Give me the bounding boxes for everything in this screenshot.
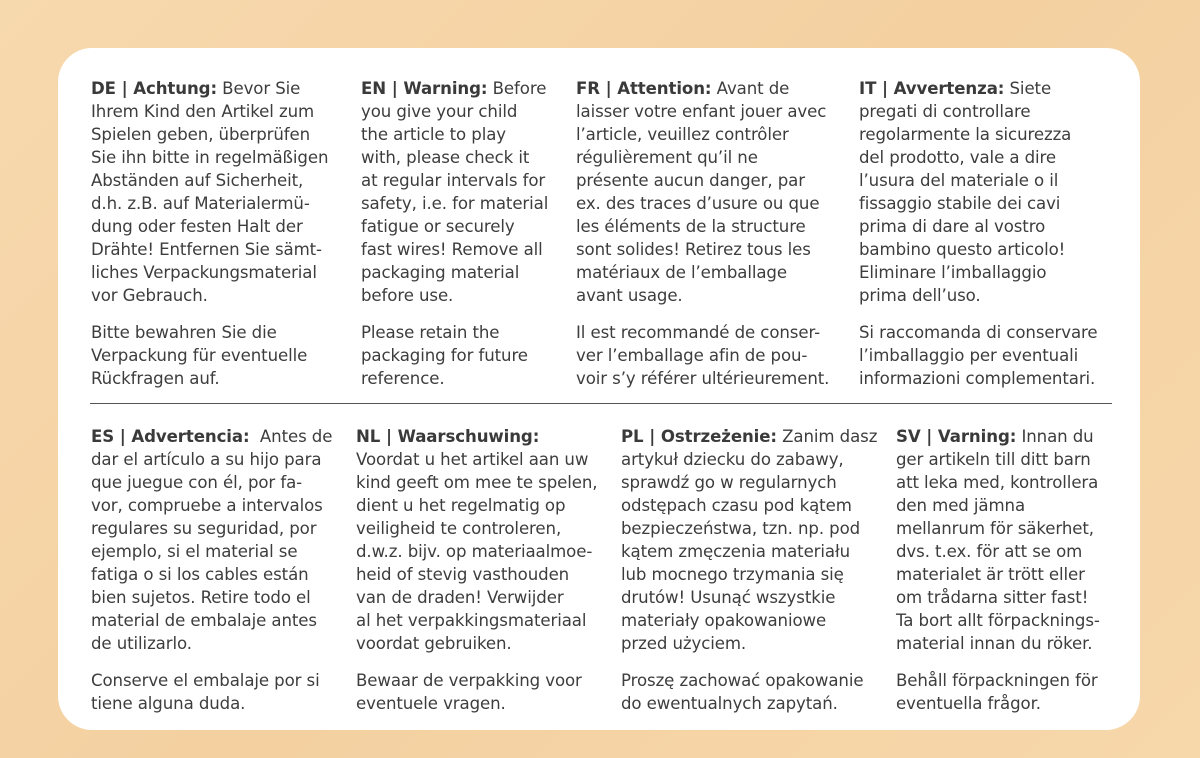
- section-en: [361, 77, 566, 390]
- retain-text: Bewaar de verpakking voor eventuele vragen.: [356, 671, 582, 713]
- section-fr: [576, 77, 846, 390]
- retain-text: Please retain the packaging for future reference.: [361, 323, 528, 388]
- warning-paragraph: [356, 425, 611, 655]
- language-label: ES | Advertencia:: [91, 427, 250, 446]
- language-label: NL | Waarschuwing:: [356, 427, 540, 446]
- warning-paragraph: [896, 425, 1121, 655]
- retain-text: Si raccomanda di conservare l’imballaggio per eventuali informazioni complementari.: [859, 323, 1098, 388]
- warning-paragraph: [91, 77, 351, 307]
- section-es: [91, 425, 346, 715]
- warning-text: Bevor Sie Ihrem Kind den Artikel zum Spielen geben, überprüfen Sie ihn bitte in regelmäßigen Abständen auf Sicherheit, d.h. z.B. auf Materialermü- dung oder festen Halt der Drähte! Entfernen Sie sämt- liches Verpackungsmaterial vor Gebrauch.: [91, 79, 329, 305]
- retain-text: Behåll förpackningen för eventuella frågor.: [896, 671, 1098, 713]
- warning-text: Avant de laisser votre enfant jouer avec l’article, veuillez contrôler régulièrement qu’il ne présente aucun danger, par ex. des traces d’usure ou que les éléments de la structure sont solides! Retirez tous les matériaux de l’emballage avant usage.: [576, 79, 827, 305]
- warning-paragraph: [361, 77, 566, 307]
- retain-text: Bitte bewahren Sie die Verpackung für eventuelle Rückfragen auf.: [91, 323, 308, 388]
- warning-text: Antes de dar el artículo a su hijo para que juegue con él, por fa- vor, compruebe a intervalos regulares su seguridad, por ejemplo, si el material se fatiga o si los cables están bien sujetos. Retire todo el material de embalaje antes de utilizarlo.: [91, 427, 333, 653]
- section-it: [859, 77, 1129, 390]
- warning-text: Siete pregati di controllare regolarmente la sicurezza del prodotto, vale a dire l’usura del materiale o il fissaggio stabile dei cavi prima di dare al vostro bambino questo articolo! Eliminare l’imballaggio prima dell’uso.: [859, 79, 1072, 305]
- warning-paragraph: [621, 425, 889, 655]
- retain-text: Conserve el embalaje por si tiene alguna duda.: [91, 671, 320, 713]
- language-label: IT | Avvertenza:: [859, 79, 1005, 98]
- warning-paragraph: [576, 77, 846, 307]
- section-de: [91, 77, 351, 390]
- warning-text: Voordat u het artikel aan uw kind geeft om mee te spelen, dient u het regelmatig op veiligheid te controleren, d.w.z. bijv. op materiaalmoe- heid of stevig vasthouden van de draden! Verwijder al het verpakkingsmateriaal voordat gebruiken.: [356, 450, 598, 653]
- language-label: DE | Achtung:: [91, 79, 217, 98]
- language-label: FR | Attention:: [576, 79, 712, 98]
- section-sv: [896, 425, 1121, 715]
- warning-text: Zanim dasz artykuł dziecku do zabawy, sprawdź go w regularnych odstępach czasu pod kątem bezpieczeństwa, tzn. np. pod kątem zmęczenia materiału lub mocnego trzymania się drutów! Usunąć wszystkie materiały opakowaniowe przed użyciem.: [621, 427, 878, 653]
- language-label: PL | Ostrzeżenie:: [621, 427, 777, 446]
- language-label: SV | Varning:: [896, 427, 1017, 446]
- language-label: EN | Warning:: [361, 79, 488, 98]
- section-divider: [90, 403, 1112, 404]
- warning-text: Before you give your child the article to play with, please check it at regular intervals for safety, i.e. for material fatigue or securely fast wires! Remove all packaging material before use.: [361, 79, 549, 305]
- warning-paragraph: [91, 425, 346, 655]
- section-pl: [621, 425, 889, 715]
- warning-text: Innan du ger artikeln till ditt barn att leka med, kontrollera den med jämna mellanrum för säkerhet, dvs. t.ex. för att se om materialet är trött eller om trådarna sitter fast! Ta bort allt förpacknings- material innan du röker.: [896, 427, 1100, 653]
- section-nl: [356, 425, 611, 715]
- warning-paragraph: [859, 77, 1129, 307]
- retain-text: Il est recommandé de conser- ver l’emballage afin de pou- voir s’y référer ultérieurement.: [576, 323, 830, 388]
- retain-text: Proszę zachować opakowanie do ewentualnych zapytań.: [621, 671, 864, 713]
